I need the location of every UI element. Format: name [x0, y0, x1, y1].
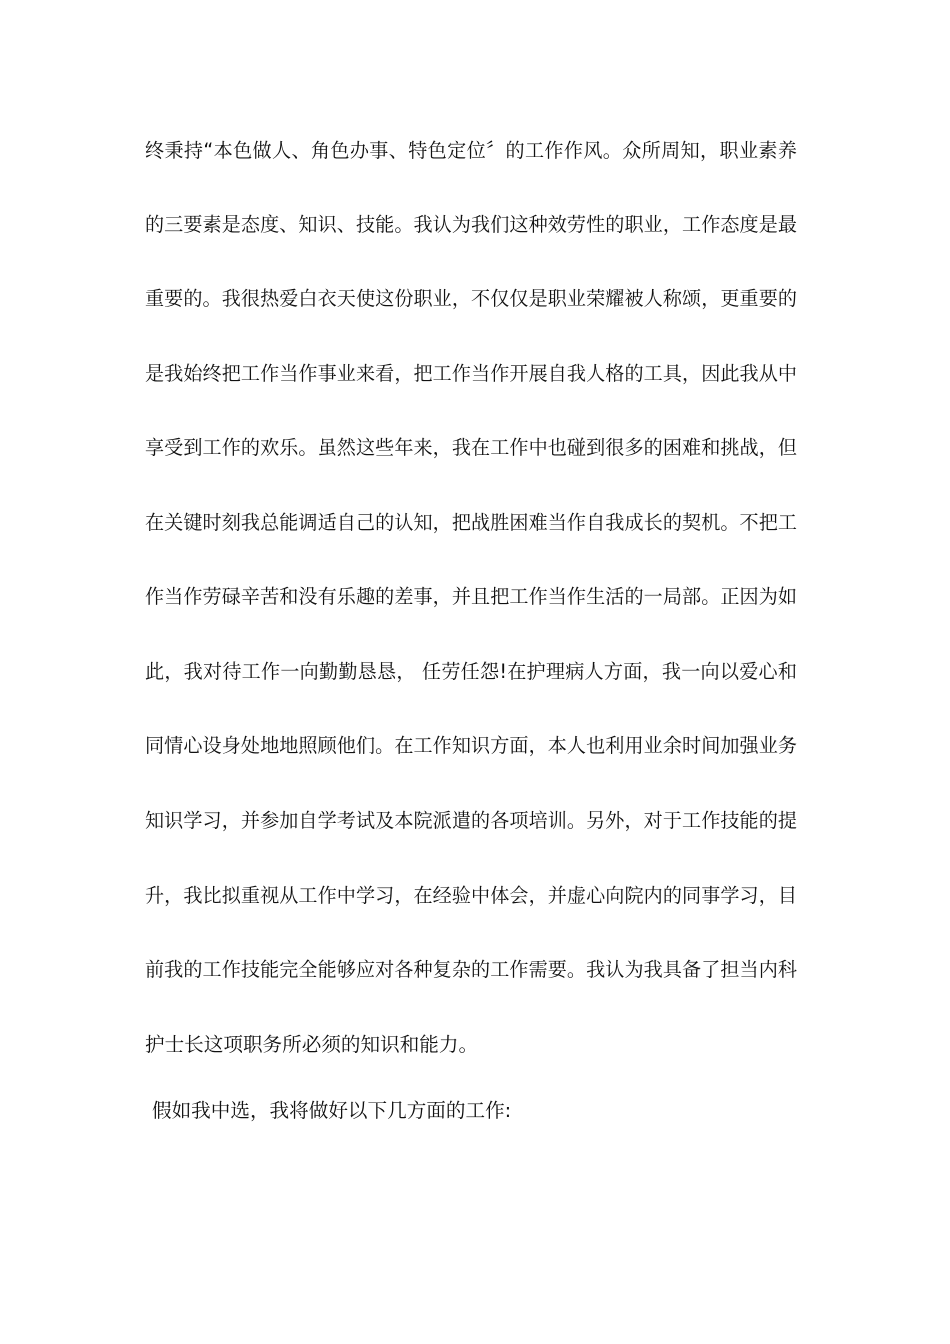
paragraph-line-2: 的三要素是态度、知识、技能。我认为我们这种效劳性的职业，工作态度是最	[145, 213, 797, 236]
paragraph-line-1: 终秉持“本色做人、角色办事、特色定位〞的工作作风。众所周知，职业素养	[145, 139, 797, 162]
paragraph-line-13: 护士长这项职务所必须的知识和能力。	[145, 1033, 479, 1056]
paragraph-line-10: 知识学习，并参加自学考试及本院派遣的各项培训。另外，对于工作技能的提	[145, 809, 797, 832]
paragraph-line-7: 作当作劳碌辛苦和没有乐趣的差事，并且把工作当作生活的一局部。正因为如	[145, 585, 797, 608]
paragraph-line-5: 享受到工作的欢乐。虽然这些年来，我在工作中也碰到很多的困难和挑战，但	[145, 436, 797, 459]
paragraph-line-6: 在关键时刻我总能调适自己的认知，把战胜困难当作自我成长的契机。不把工	[145, 511, 797, 534]
closing-line: 假如我中选，我将做好以下几方面的工作:	[152, 1099, 512, 1122]
paragraph-line-4: 是我始终把工作当作事业来看，把工作当作开展自我人格的工具，因此我从中	[145, 362, 797, 385]
paragraph-line-11: 升，我比拟重视从工作中学习，在经验中体会，并虚心向院内的同事学习，目	[145, 884, 797, 907]
paragraph-line-9: 同情心设身处地地照顾他们。在工作知识方面，本人也利用业余时间加强业务	[145, 734, 797, 757]
paragraph-line-8: 此，我对待工作一向勤勤恳恳， 任劳任怨!在护理病人方面，我一向以爱心和	[145, 660, 797, 683]
paragraph-line-3: 重要的。我很热爱白衣天使这份职业，不仅仅是职业荣耀被人称颂，更重要的	[145, 287, 797, 310]
paragraph-line-12: 前我的工作技能完全能够应对各种复杂的工作需要。我认为我具备了担当内科	[145, 958, 797, 981]
